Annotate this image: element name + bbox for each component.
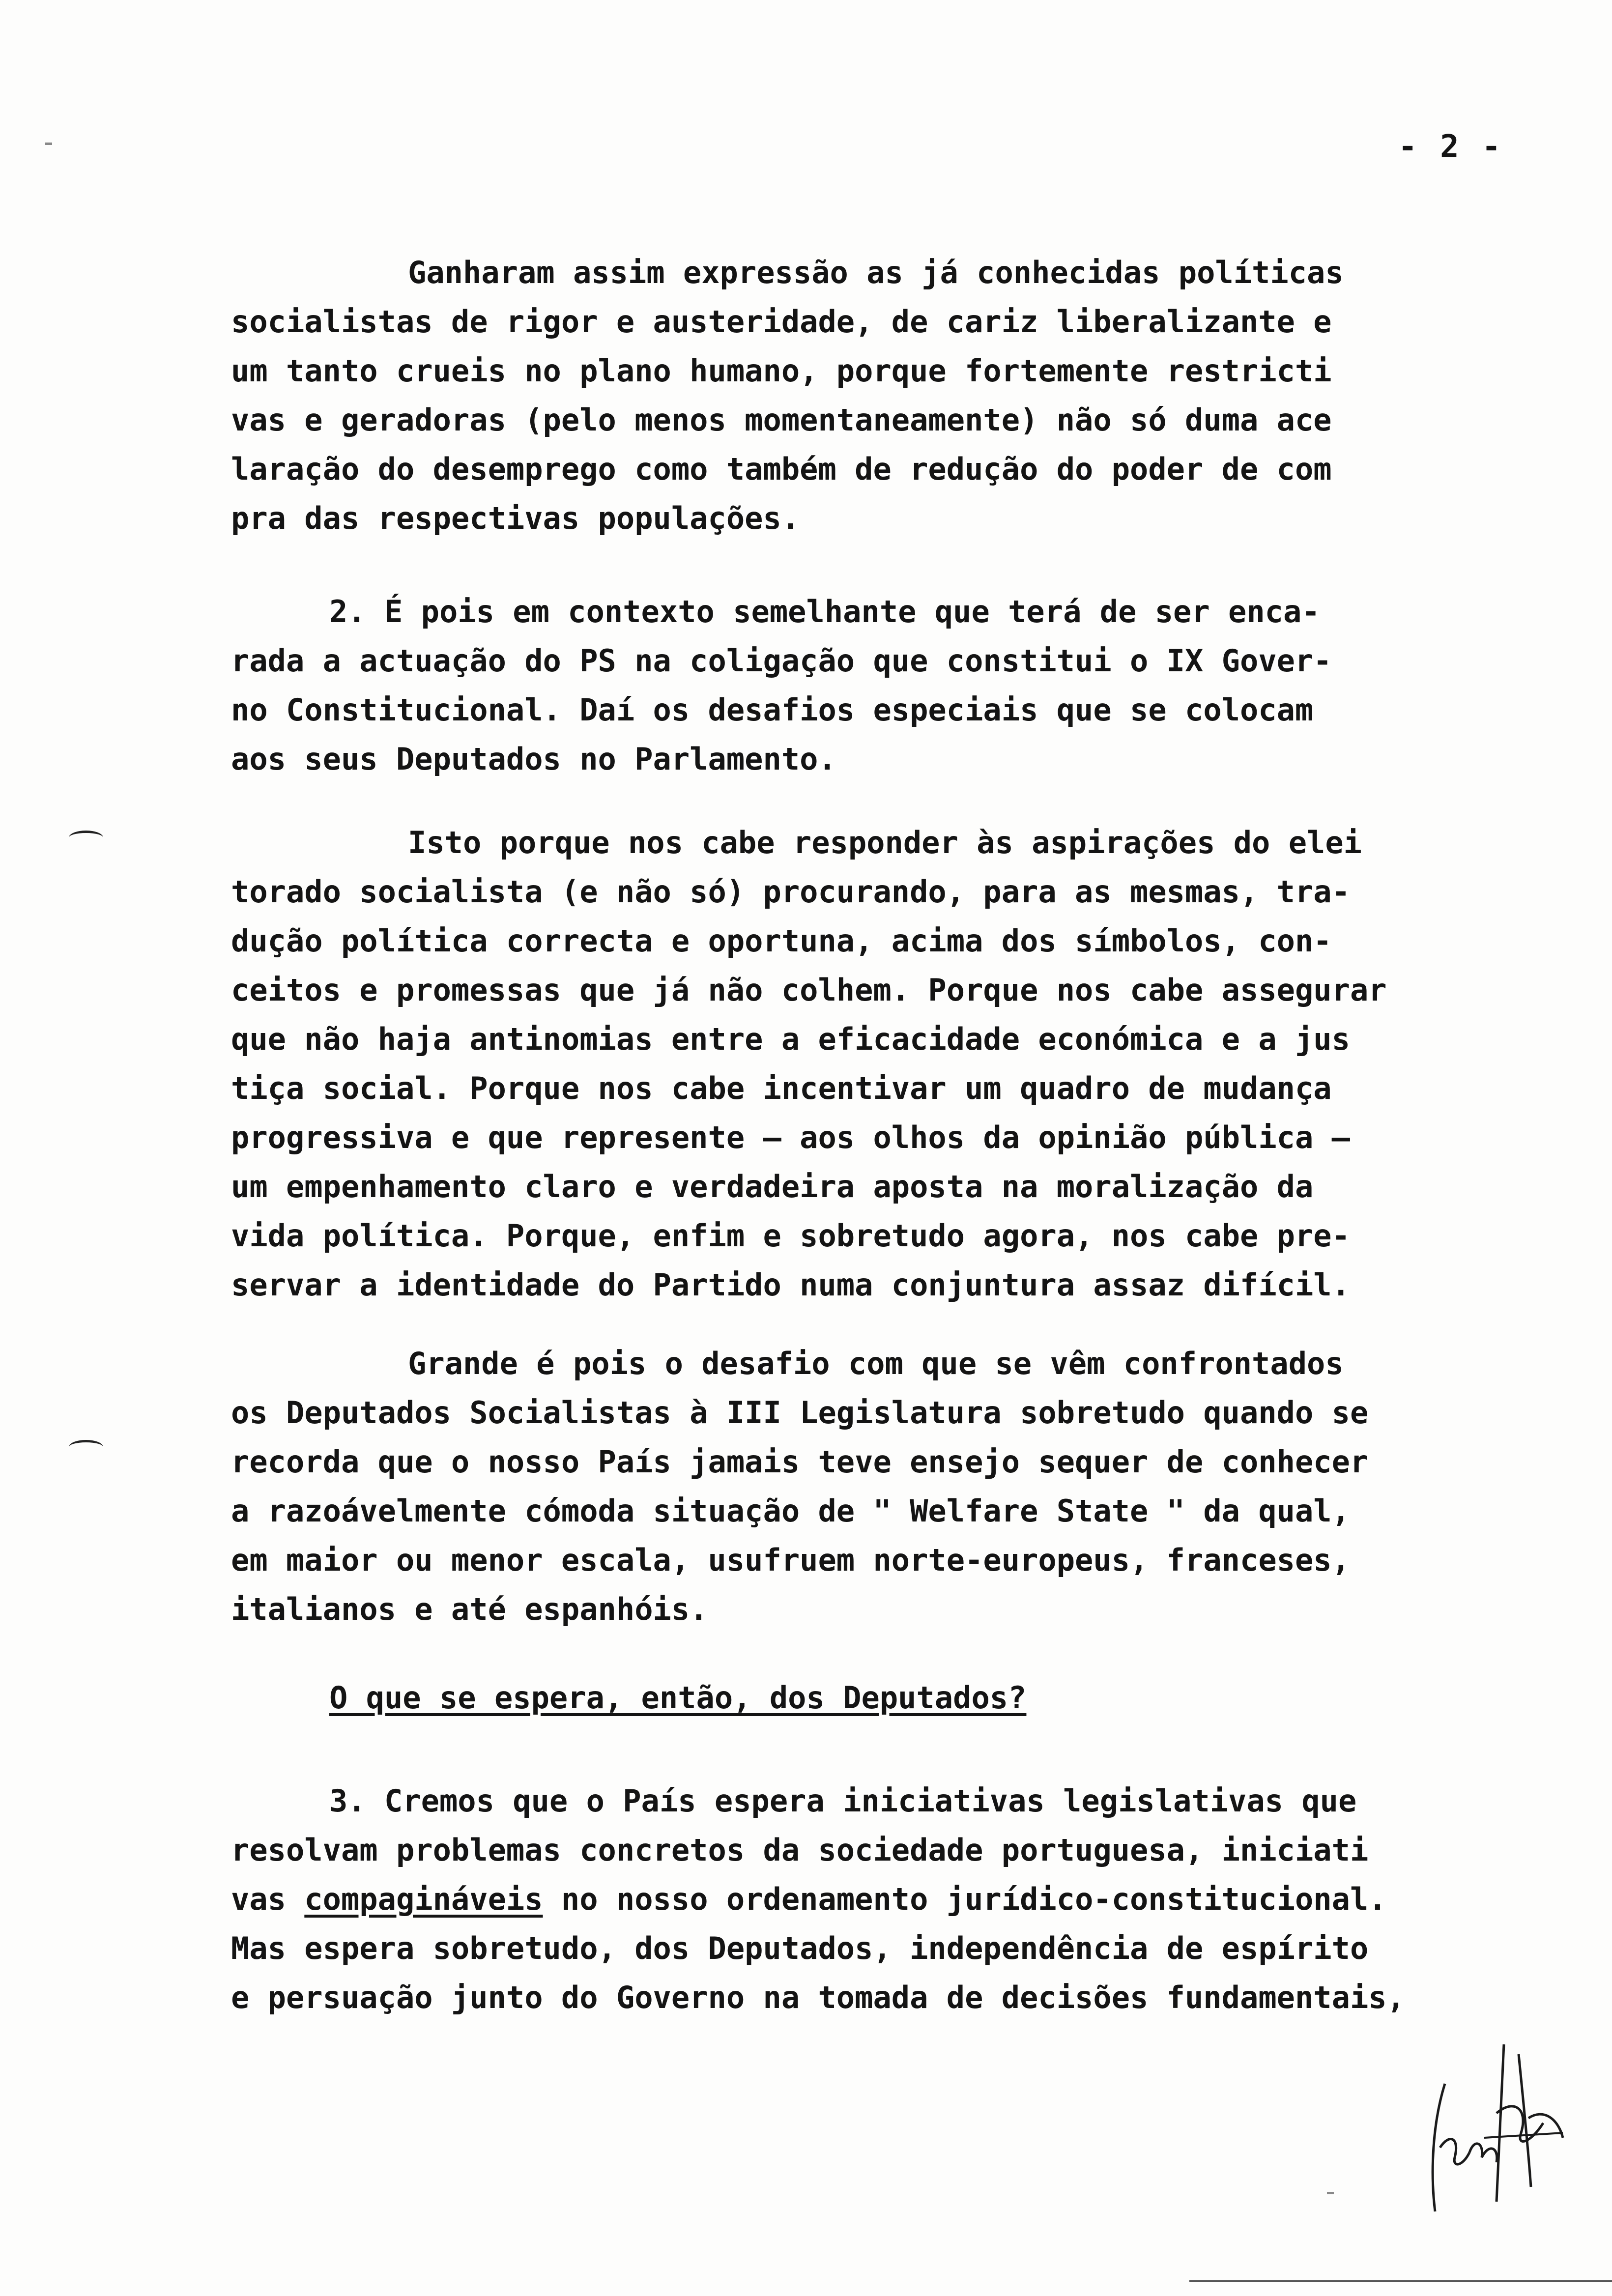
text-line: que não haja antinomias entre a eficacidade económica e a jus <box>231 1021 1350 1057</box>
paragraph-5 <box>231 1777 1405 2022</box>
text-line: Mas espera sobretudo, dos Deputados, independência de espírito <box>231 1930 1369 1966</box>
handwritten-signature <box>1415 2025 1573 2221</box>
text-line: recorda que o nosso País jamais teve ensejo sequer de conhecer <box>231 1444 1369 1480</box>
margin-mark <box>69 831 103 845</box>
text-line: no Constitucional. Daí os desafios especiais que se colocam <box>231 692 1314 728</box>
margin-mark <box>69 1440 103 1454</box>
text-line: servar a identidade do Partido numa conjuntura assaz difícil. <box>231 1267 1350 1303</box>
text-line: vida política. Porque, enfim e sobretudo agora, nos cabe pre- <box>231 1218 1350 1254</box>
text-line: torado socialista (e não só) procurando, para as mesmas, tra- <box>231 874 1350 910</box>
text-line: em maior ou menor escala, usufruem norte-europeus, franceses, <box>231 1542 1350 1578</box>
underlined-word: compagináveis <box>304 1881 543 1917</box>
text-line: pra das respectivas populações. <box>231 500 800 536</box>
text-line: 3. Cremos que o País espera iniciativas legislativas que <box>329 1783 1357 1819</box>
text-line: os Deputados Socialistas à III Legislatura sobretudo quando se <box>231 1395 1369 1431</box>
text-line: dução política correcta e oportuna, acima dos símbolos, con- <box>231 923 1332 959</box>
text-line: tiça social. Porque nos cabe incentivar um quadro de mudança <box>231 1070 1332 1106</box>
paragraph-2 <box>231 587 1332 784</box>
scan-speck <box>45 143 52 145</box>
text-line: resolvam problemas concretos da sociedade portuguesa, iniciati <box>231 1832 1369 1868</box>
text-line-with-underline <box>231 1875 1405 1924</box>
paragraph-3 <box>231 818 1387 1310</box>
text-line: a razoávelmente cómoda situação de " Welfare State " da qual, <box>231 1493 1350 1529</box>
text-line: rada a actuação do PS na coligação que constitui o IX Gover- <box>231 643 1332 679</box>
text-line: socialistas de rigor e austeridade, de cariz liberalizante e <box>231 304 1332 340</box>
paragraph-4-text-lines <box>231 1339 1368 1634</box>
text-line: progressiva e que represente — aos olhos da opinião pública — <box>231 1119 1350 1155</box>
text-line: Grande é pois o desafio com que se vêm confrontados <box>408 1346 1344 1381</box>
text-line: laração do desemprego como também de redução do poder de com <box>231 451 1332 487</box>
text-line: vas e geradoras (pelo menos momentaneamente) não só duma ace <box>231 402 1332 438</box>
text-line: um tanto crueis no plano humano, porque fortemente restricti <box>231 353 1332 389</box>
bottom-edge-line <box>1189 2280 1612 2282</box>
text-line: um empenhamento claro e verdadeira aposta na moralização da <box>231 1169 1314 1205</box>
section-heading: O que se espera, então, dos Deputados? <box>329 1680 1027 1716</box>
text-line: ceitos e promessas que já não colhem. Porque nos cabe assegurar <box>231 972 1387 1008</box>
page-number: - 2 - <box>1398 129 1503 165</box>
text-line: Ganharam assim expressão as já conhecidas políticas <box>408 255 1344 290</box>
text-fragment: no nosso ordenamento jurídico-constitucional. <box>543 1881 1387 1917</box>
text-line: 2. É pois em contexto semelhante que terá de ser enca- <box>329 594 1320 630</box>
text-line: italianos e até espanhóis. <box>231 1591 708 1627</box>
text-line: aos seus Deputados no Parlamento. <box>231 741 836 777</box>
text-line: Isto porque nos cabe responder às aspirações do elei <box>408 825 1362 861</box>
text-fragment: vas <box>231 1881 305 1917</box>
paragraph-1 <box>231 248 1344 543</box>
text-line: e persuação junto do Governo na tomada de decisões fundamentais, <box>231 1980 1405 2015</box>
scan-speck <box>1327 2192 1334 2194</box>
